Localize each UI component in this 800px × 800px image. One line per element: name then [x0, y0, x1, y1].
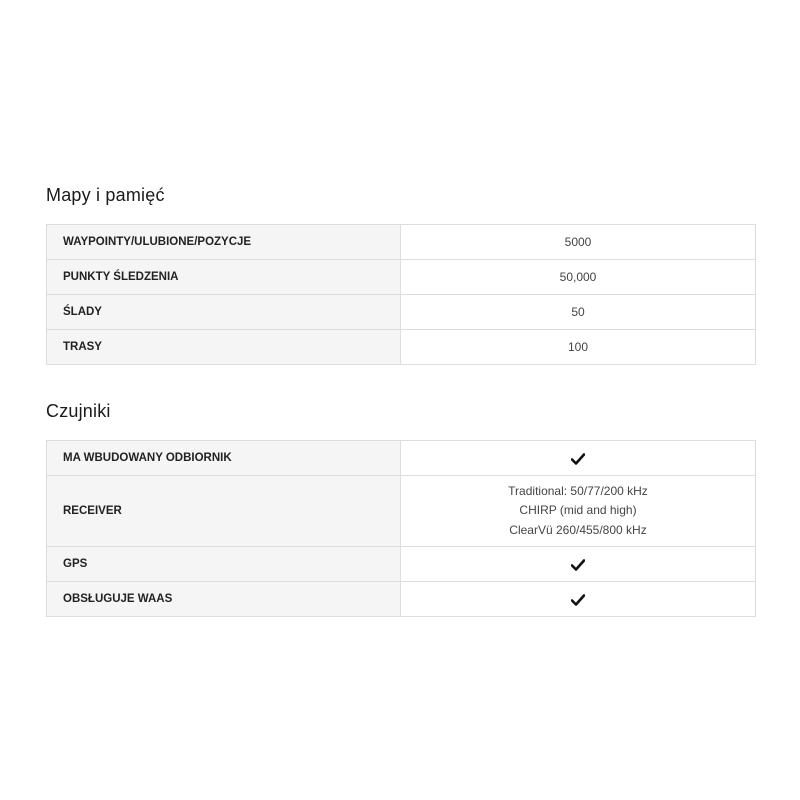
row-label-gps: GPS: [47, 547, 401, 582]
section-title-sensors: Czujniki: [46, 401, 111, 421]
row-value-waas: [401, 582, 756, 617]
receiver-line-chirp: CHIRP (mid and high): [519, 503, 637, 518]
spec-table-sensors: [46, 440, 756, 617]
row-label-waypoints: WAYPOINTY/ULUBIONE/POZYCJE: [47, 225, 401, 260]
row-value-tracks: 50: [401, 295, 756, 330]
check-icon: [571, 594, 585, 606]
check-icon: [571, 559, 585, 571]
row-value-gps: [401, 547, 756, 582]
table-row: [47, 582, 756, 617]
table-row: [47, 330, 756, 365]
section-title-maps: Mapy i pamięć: [46, 185, 165, 205]
table-row: [47, 441, 756, 476]
spec-table-maps: [46, 224, 756, 365]
row-label-track-points: PUNKTY ŚLEDZENIA: [47, 260, 401, 295]
receiver-line-traditional: Traditional: 50/77/200 kHz: [508, 483, 648, 498]
row-label-built-in-receiver: MA WBUDOWANY ODBIORNIK: [47, 441, 401, 476]
row-label-routes: TRASY: [47, 330, 401, 365]
row-value-receiver: [401, 476, 756, 547]
row-value-routes: 100: [401, 330, 756, 365]
receiver-line-clearvu: ClearVü 260/455/800 kHz: [509, 522, 647, 537]
table-row: [47, 547, 756, 582]
table-row: [47, 225, 756, 260]
row-value-track-points: 50,000: [401, 260, 756, 295]
row-label-waas: OBSŁUGUJE WAAS: [47, 582, 401, 617]
table-row: [47, 295, 756, 330]
check-icon: [571, 453, 585, 465]
row-label-receiver: RECEIVER: [47, 476, 401, 547]
row-value-built-in-receiver: [401, 441, 756, 476]
row-value-waypoints: 5000: [401, 225, 756, 260]
row-label-tracks: ŚLADY: [47, 295, 401, 330]
table-row: [47, 260, 756, 295]
table-row: [47, 476, 756, 547]
